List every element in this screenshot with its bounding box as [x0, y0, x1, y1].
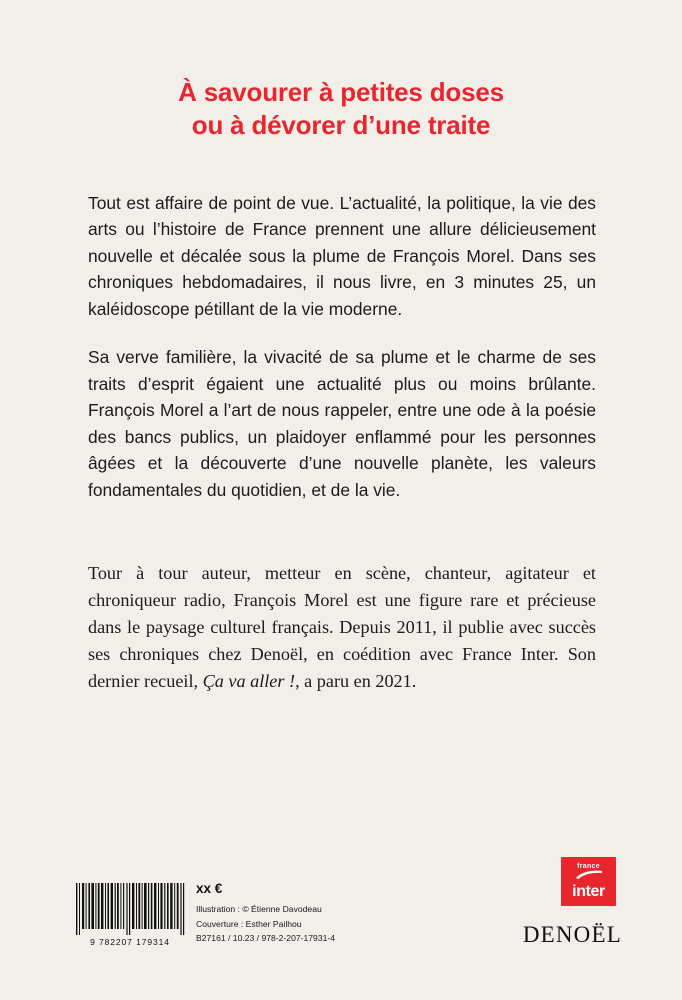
headline: [88, 76, 594, 143]
footer: [0, 840, 682, 1000]
price-label: xx €: [196, 881, 223, 897]
france-inter-top-word: france: [577, 863, 600, 870]
barcode-icon: [74, 883, 186, 935]
credit-cover: Couverture : Esther Pailhou: [196, 918, 302, 929]
bio-text-part-1: Tour à tour auteur, metteur en scène, chanteur, agitateur et chroniqueur radio, François Morel est une figure rare et précieuse dans le paysage culturel français. Depuis 2011, il publie avec succès ses chroniques chez Denoël, en coédition avec France Inter. Son dernier recueil,: [88, 563, 596, 691]
bio-book-title: Ça va aller !: [202, 670, 296, 691]
france-inter-main-word: inter: [572, 883, 605, 900]
paragraph-2: Sa verve familière, la vivacité de sa plume et le charme de ses traits d’esprit égaient une actualité plus ou moins brûlante. François Morel a l’art de nous rappeler, entre une ode à la poésie des bancs publics, un plaidoyer enflammé pour les personnes âgées et la découverte d’une nouvelle planète, les valeurs fondamentales du quotidien, et de la vie.: [88, 347, 596, 500]
credit-illustration: Illustration : © Étienne Davodeau: [196, 904, 322, 915]
barcode-block: [74, 883, 186, 947]
headline-line-2: ou à dévorer d’une traite: [191, 110, 491, 141]
paragraph-1: Tout est affaire de point de vue. L’actualité, la politique, la vie des arts ou l’histoire de France prennent une allure délicieusement nouvelle et décalée sous la plume de François Morel. Dans ses chroniques hebdomadaires, il nous livre, en 3 minutes 25, un kaléidoscope pétillant de la vie moderne.: [88, 193, 596, 319]
publisher-logo: DENOËL: [522, 922, 622, 947]
credit-isbn: B27161 / 10.23 / 978-2-207-17931-4: [196, 932, 336, 943]
headline-line-1: À savourer à petites doses: [178, 77, 504, 107]
swoosh-icon: [576, 870, 602, 879]
bio-text-part-2: , a paru en 2021.: [295, 670, 417, 691]
barcode-digits: 9 782207 179314: [90, 937, 170, 947]
author-bio: [88, 560, 596, 695]
france-inter-logo: [561, 857, 616, 906]
credits-block: [196, 881, 426, 945]
body-copy: [88, 190, 596, 503]
